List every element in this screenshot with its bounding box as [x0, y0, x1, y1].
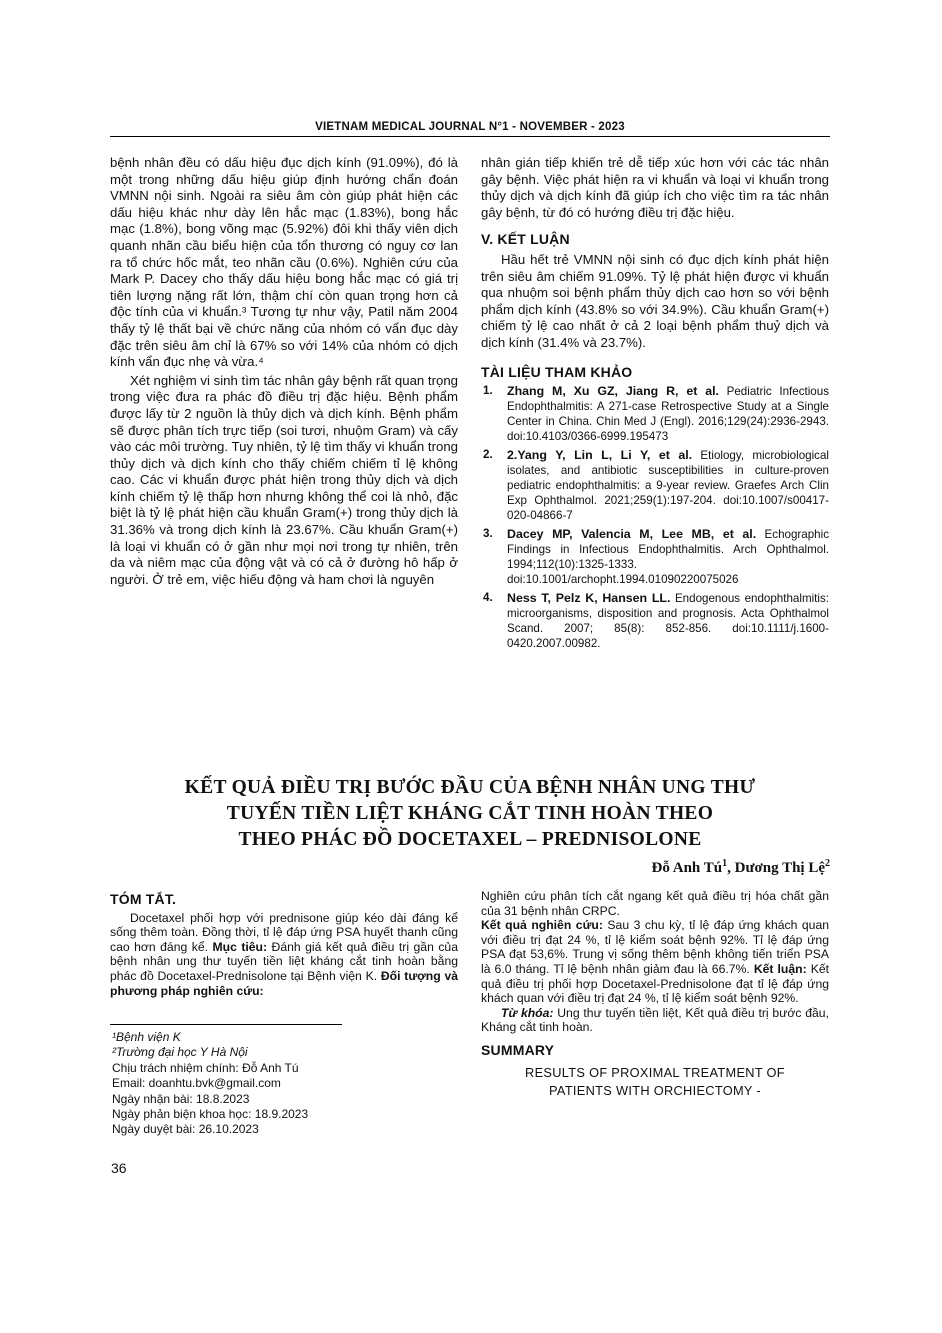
left-column — [110, 155, 458, 588]
author-affiliation-1: 1 — [722, 858, 728, 869]
reference-item — [481, 384, 829, 444]
footnote-affiliation-1: ¹Bệnh viện K — [112, 1030, 181, 1044]
abstract-left — [110, 892, 458, 998]
reference-text: Pediatric Infectious Endophthalmitis: A 271-case Retrospective Study at a Single Center in China. Chin Med J (Engl). 2016;129(24):2936-2943. doi:10.4103/0366-6999.195473 — [507, 385, 829, 443]
objective-label: Mục tiêu: — [212, 939, 268, 954]
abstract-conclusion-text: Kết quả điều trị phối hợp Docetaxel-Prednisolone đạt tỉ lệ đáp ứng khách quan với điều trị đạt 24 %, tỉ lệ kiểm soát bệnh 92%. — [481, 961, 829, 1006]
author-line — [652, 858, 831, 877]
author-name-1: Đỗ Anh Tú — [651, 860, 723, 876]
right-column — [481, 155, 829, 656]
abstract-heading: TÓM TẮT. — [110, 891, 177, 907]
reference-text: Echographic Findings in Infectious Endophthalmitis. Arch Ophthalmol. 1994;112(10):1325-1333. doi:10.1001/archopht.1994.01090220075026 — [507, 528, 830, 586]
reference-item — [481, 591, 829, 651]
conclusion-heading: V. KẾT LUẬN — [481, 231, 570, 248]
left-paragraph-1: bệnh nhân đều có dấu hiệu đục dịch kính (91.09%), đó là một trong những dấu hiệu giúp định hướng chẩn đoán VMNN nội sinh. Ngoài ra siêu âm còn giúp phát hiện các dấu hiệu khác như dày lên hắc mạc (1.83%), bong hắc mạc (1.8%), bong võng mạc (5.92%) đôi khi thấy viên dịch quanh nhãn cầu biểu hiện của tổn thương có nguy cơ lan ra tổ chức hốc mắt, teo nhãn cầu (0.6%). Nghiên cứu của Mark P. Dacey cho thấy dấu hiệu bong hắc mạc có giá trị tiên lượng nặng rất lớn, thậm chí còn quan trọng hơn cả độc tính của vi khuẩn.³ Tương tự như vậy, Patil năm 2004 thấy tỷ lệ thất bại về chức năng của nhóm có vẩn đục dày đặc trên siêu âm chỉ là 67% so với 14% của nhóm có dịch kính vẩn đục nhẹ và vừa.⁴ — [110, 155, 458, 370]
reference-authors: 2.Yang Y, Lin L, Li Y, et al. — [507, 448, 693, 463]
page-number: 36 — [111, 1160, 127, 1176]
right-paragraph-1: nhân gián tiếp khiến trẻ dễ tiếp xúc hơn với các tác nhân gây bệnh. Việc phát hiện ra vi khuẩn và loại vi khuẩn trong thủy dịch và dịch kính đã giúp ích cho việc tìm ra tác nhân gây bệnh, từ đó có hướng điều trị đặc hiệu. — [481, 155, 829, 220]
article-title — [110, 775, 830, 853]
keywords-paragraph — [481, 1006, 829, 1035]
conclusion-text: Hầu hết trẻ VMNN nội sinh có đục dịch kính phát hiện trên siêu âm chiếm 91.09%. Tỷ lệ phát hiện được vi khuẩn qua nhuộm soi bệnh phẩm thủy dịch cao hơn so với bệnh phẩm dịch kính (43.8% so với 34.9%). Cầu khuẩn Gram(+) chiếm tỷ lệ cao nhất ở cả 2 loại bệnh phẩm thuỷ dịch và dịch kính (31.4% và 23.7%). — [481, 251, 829, 350]
reference-text: Etiology, microbiological isolates, and antibiotic susceptibilities in culture-proven pediatric endophthalmitis: a 9-year review. Graefes Arch Clin Exp Ophthalmol. 2021;259(1):197-204. doi:10.1007/s00417-020-04866-7 — [507, 449, 830, 522]
title-line-2: TUYẾN TIỀN LIỆT KHÁNG CẮT TINH HOÀN THEO — [226, 803, 714, 824]
abstract-right — [481, 889, 829, 1100]
footnote-rule — [110, 1024, 342, 1025]
reference-authors: Ness T, Pelz K, Hansen LL. — [507, 591, 671, 606]
methods-label: Đối tượng và phương pháp nghiên cứu: — [110, 968, 459, 998]
footnote-received: Ngày nhận bài: 18.8.2023 — [112, 1091, 250, 1106]
results-label: Kết quả nghiên cứu: — [481, 918, 603, 933]
reference-number: 2. — [483, 448, 493, 462]
references-list — [481, 384, 829, 652]
abstract-body — [110, 911, 458, 999]
footnote-email: Email: doanhtu.bvk@gmail.com — [112, 1076, 281, 1091]
keywords-label: Từ khóa: — [501, 1005, 554, 1020]
reference-item — [481, 448, 829, 523]
keywords-text: Ung thư tuyến tiền liệt, Kết quả điều trị bước đầu, Kháng cắt tinh hoàn. — [481, 1005, 829, 1035]
footnote-affiliation-2: ²Trường đại học Y Hà Nội — [112, 1045, 248, 1060]
footnote-corresponding: Chịu trách nhiệm chính: Đỗ Anh Tú — [112, 1060, 299, 1075]
summary-title-line-1: RESULTS OF PROXIMAL TREATMENT OF — [525, 1064, 785, 1080]
references-heading: TÀI LIỆU THAM KHẢO — [481, 363, 633, 380]
reference-number: 1. — [483, 384, 493, 398]
footnote-reviewed: Ngày phản biện khoa học: 18.9.2023 — [112, 1107, 309, 1122]
objective-text: Đánh giá kết quả điều trị gần của bệnh nhân ung thư tuyến tiền liệt kháng cắt tinh hoàn bằng phác đồ Docetaxel-Prednisolone tại Bệnh viện K. — [110, 939, 458, 983]
title-line-3: THEO PHÁC ĐỒ DOCETAXEL – PREDNISOLONE — [238, 829, 702, 850]
header-rule — [110, 136, 830, 137]
journal-header: VIETNAM MEDICAL JOURNAL N°1 - NOVEMBER - 2023 — [315, 121, 625, 133]
author-affiliation-2: 2 — [825, 858, 830, 869]
reference-number: 3. — [483, 527, 493, 541]
footnote-accepted: Ngày duyệt bài: 26.10.2023 — [112, 1122, 259, 1137]
conclusion-label: Kết luận: — [753, 961, 807, 976]
reference-authors: Zhang M, Xu GZ, Jiang R, et al. — [507, 384, 719, 399]
author-separator: , — [727, 860, 735, 876]
results-paragraph — [481, 918, 829, 1006]
footnotes — [112, 1030, 452, 1138]
title-line-1: KẾT QUẢ ĐIỀU TRỊ BƯỚC ĐẦU CỦA BỆNH NHÂN UNG THƯ — [184, 777, 756, 798]
methods-text: Nghiên cứu phân tích cắt ngang kết quả điều trị hóa chất gần của 31 bệnh nhân CRPC. — [481, 889, 829, 918]
author-name-2: Dương Thị Lệ — [734, 860, 825, 876]
results-text: Sau 3 chu kỳ, tỉ lệ đáp ứng khách quan với điều trị đạt 24 %, tỉ lệ kiểm soát bệnh 92%. Tỉ lệ đáp ứng PSA đạt 53,6%. Trung vị sống thêm bệnh không tiến triển PSA là 6.0 tháng. Tỉ lệ bệnh nhân giảm đau là 66.7%. — [481, 918, 830, 976]
reference-item — [481, 527, 829, 587]
reference-authors: Dacey MP, Valencia M, Lee MB, et al. — [507, 527, 757, 542]
reference-text: Endogenous endophthalmitis: microorganisms, disposition and prognosis. Acta Ophthalmol Scand. 2007; 85(8): 852-856. doi:10.1111/j.1600-0420.2007.00982. — [507, 592, 829, 650]
abstract-intro: Docetaxel phối hợp với prednisone giúp kéo dài đáng kể sống thêm toàn. Đồng thời, tỉ lệ đáp ứng PSA huyết thanh cũng cao hơn đáng kể. — [110, 910, 458, 954]
reference-number: 4. — [483, 591, 493, 605]
left-paragraph-2: Xét nghiệm vi sinh tìm tác nhân gây bệnh rất quan trọng trong việc đưa ra phác đồ điều trị đặc hiệu. Bệnh phẩm được lấy từ 2 nguồn là thủy dịch và dịch kính. Bệnh phẩm sẽ được phân tích trực tiếp (soi tươi, nhuộm Gram) và cấy vào các môi trường. Tuy nhiên, tỷ lệ tìm thấy vi khuẩn trong thủy dịch và dịch kính cho thấy chiếm chiếm tỉ lệ không cao. Các vi khuẩn được phát hiện trong thủy dịch và dịch kính chiếm tỷ lệ thấp hơn nhưng không thể coi là nhỏ, đặc biệt là tỷ lệ phát hiện cầu khuẩn Gram(+) trong thủy dịch là 31.36% và trong dịch kính là 23.67%. Cầu khuẩn Gram(+) là loại vi khuẩn có ở gần như mọi nơi trong tự nhiên, trên da và niêm mạc của động vật và có cả ở đường hô hấp ở người. Ở trẻ em, việc hiếu động và ham chơi là nguyên — [110, 372, 458, 587]
summary-title-line-2: PATIENTS WITH ORCHIECTOMY - — [549, 1082, 761, 1098]
summary-title — [481, 1064, 829, 1100]
summary-heading: SUMMARY — [481, 1041, 555, 1058]
